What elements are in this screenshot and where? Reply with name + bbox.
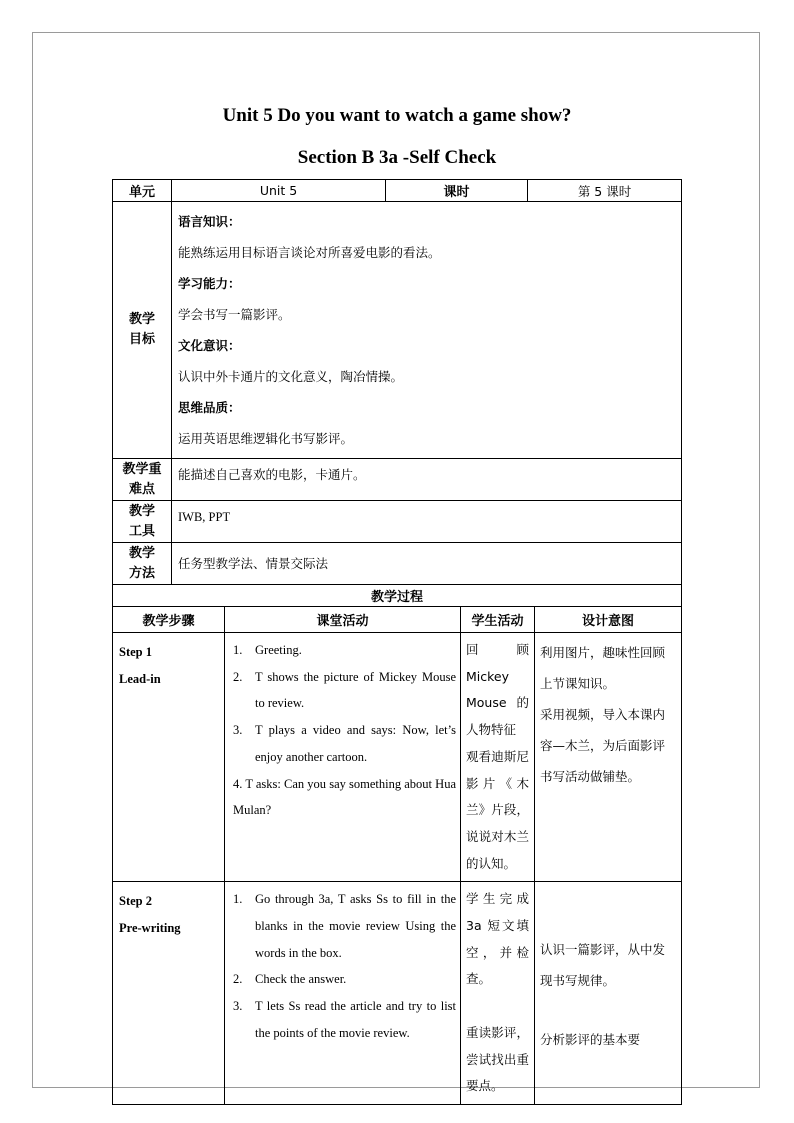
- header-student-activity: 学生活动: [461, 607, 535, 633]
- page-title: Unit 5 Do you want to watch a game show?: [222, 105, 572, 126]
- goal-text: 运用英语思维逻辑化书写影评。: [178, 431, 354, 446]
- activity-item: 4. T asks: Can you say something about Hua Mulan?: [233, 776, 457, 818]
- goal-heading: 思维品质：: [178, 400, 241, 415]
- process-header-row: [113, 607, 682, 633]
- step-number: Step 2: [119, 894, 152, 909]
- activity-item: 3. T plays a video and says: Now, let’s enjoy another cartoon.: [233, 723, 456, 764]
- unit-label: 单元: [113, 180, 172, 202]
- methods-label: 教学方法: [113, 543, 172, 585]
- key-points-text: 能描述自己喜欢的电影，卡通片。: [172, 459, 682, 501]
- student-activity: 观看迪斯尼影片《木兰》片段，说说对木兰的认知。: [466, 748, 530, 871]
- goal-heading: 语言知识：: [178, 214, 241, 229]
- class-activities: [225, 633, 461, 882]
- class-activities: [225, 882, 461, 1105]
- student-activity: 回顾 Mickey Mouse 的人物特征: [466, 642, 530, 738]
- step-name: Pre-writing: [119, 921, 181, 936]
- activity-item: 1. Go through 3a, T asks Ss to fill in the blanks in the movie review Using the words in the box.: [233, 892, 456, 960]
- design-note: 采用视频，导入本课内容—木兰，为后面影评书写活动做铺垫。: [540, 707, 666, 784]
- student-activity: 学生完成 3a 短文填空，并检查。: [466, 891, 530, 987]
- design-note: 认识一篇影评，从中发现书写规律。: [540, 942, 666, 989]
- methods-row: [113, 543, 682, 585]
- process-title: 教学过程: [113, 585, 682, 607]
- step-number: Step 1: [119, 645, 152, 659]
- lesson-value: 第 5 课时: [528, 180, 682, 202]
- tools-text: IWB, PPT: [172, 501, 682, 543]
- goal-text: 学会书写一篇影评。: [178, 307, 291, 322]
- step-name: Lead-in: [119, 672, 161, 686]
- activity-item: 1. Greeting.: [233, 643, 302, 657]
- activity-item: 3. T lets Ss read the article and try to list the points of the movie review.: [233, 999, 456, 1040]
- header-step: 教学步骤: [113, 607, 225, 633]
- activity-item: 2. T shows the picture of Mickey Mouse to review.: [233, 669, 456, 711]
- goal-heading: 文化意识：: [178, 338, 241, 353]
- goal-text: 能熟练运用目标语言谈论对所喜爱电影的看法。: [178, 245, 441, 260]
- activity-item: 2. Check the answer.: [233, 972, 347, 987]
- student-activity: 重读影评，尝试找出重要点。: [466, 1024, 530, 1094]
- page-subtitle: Section B 3a -Self Check: [297, 147, 497, 168]
- step-label: [113, 882, 225, 1105]
- info-row: [113, 180, 682, 202]
- step-row: [113, 882, 682, 1105]
- header-design-intent: 设计意图: [535, 607, 682, 633]
- student-activities: [461, 882, 535, 1105]
- tools-label: 教学工具: [113, 501, 172, 543]
- lesson-label: 课时: [386, 180, 528, 202]
- student-activities: [461, 633, 535, 882]
- design-note: 利用图片，趣味性回顾上节课知识。: [540, 645, 666, 691]
- design-intent: [535, 882, 682, 1105]
- design-note: 分析影评的基本要: [540, 1032, 641, 1048]
- step-row: [113, 633, 682, 882]
- header-class-activity: 课堂活动: [225, 607, 461, 633]
- key-points-row: [113, 459, 682, 501]
- design-intent: [535, 633, 682, 882]
- tools-row: [113, 501, 682, 543]
- step-label: [113, 633, 225, 882]
- goal-text: 认识中外卡通片的文化意义，陶冶情操。: [178, 369, 404, 384]
- key-points-label: 教学重难点: [113, 459, 172, 501]
- goals-row: [113, 202, 682, 459]
- methods-text: 任务型教学法、情景交际法: [172, 543, 682, 585]
- unit-value: Unit 5: [172, 180, 386, 202]
- goal-heading: 学习能力：: [178, 276, 241, 291]
- process-title-row: [113, 585, 682, 607]
- goals-content: [172, 202, 682, 459]
- goals-label: 教学目标: [113, 202, 172, 459]
- lesson-plan-table: [112, 179, 682, 1105]
